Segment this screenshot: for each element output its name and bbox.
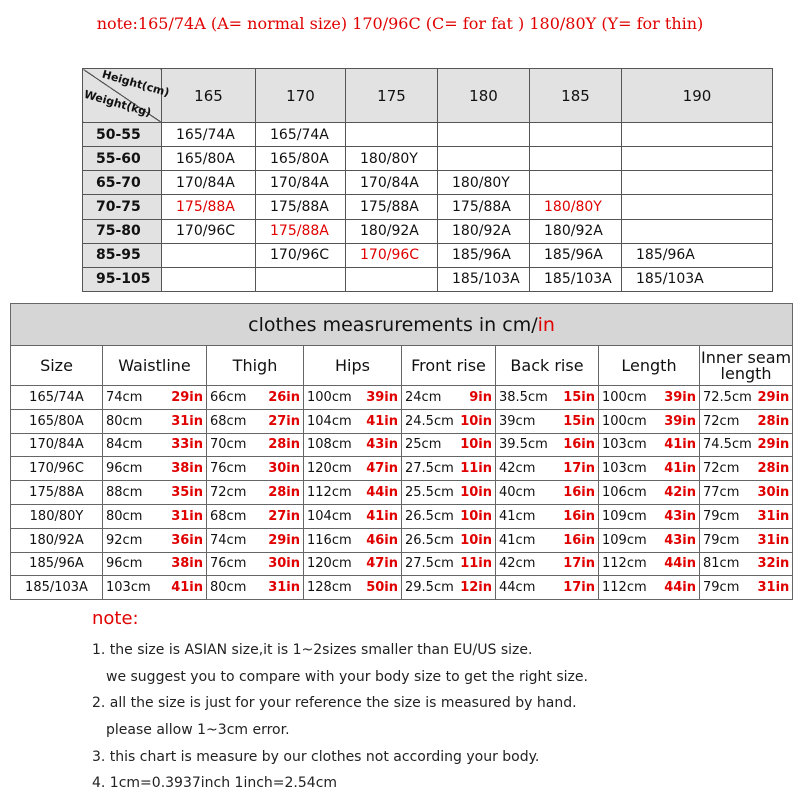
size-cell: 170/96C [11,457,103,481]
inch-value-cell: 29in [259,528,304,552]
inch-value-cell: 10in [458,433,496,457]
measurements-title-text: clothes measrurements in cm/ [248,313,538,336]
inch-value-cell: 28in [259,433,304,457]
cm-value-cell: 41cm [496,528,558,552]
measurement-row [11,576,793,600]
inch-value-cell: 41in [656,457,700,481]
inch-value-cell: 42in [656,481,700,505]
size-code-cell: 170/96C [346,243,438,267]
cm-value-cell: 42cm [496,552,558,576]
inch-value-cell: 39in [356,386,402,410]
size-code-cell: 170/96C [256,243,346,267]
measurements-header-row [11,346,793,386]
size-code-cell [622,171,773,195]
measurements-table [10,303,793,600]
inch-value-cell: 33in [163,433,207,457]
column-header-size: Size [11,346,103,386]
cm-value-cell: 39cm [496,409,558,433]
cm-value-cell: 81cm [700,552,758,576]
column-header-hips: Hips [304,346,402,386]
size-cell: 175/88A [11,481,103,505]
size-code-cell: 180/80Y [530,195,622,219]
size-table-row [83,171,773,195]
weight-range-cell: 95-105 [83,267,162,291]
cm-value-cell: 25.5cm [402,481,458,505]
cm-value-cell: 128cm [304,576,356,600]
inch-value-cell: 31in [758,504,793,528]
size-code-cell [622,147,773,171]
measurements-title [11,304,793,346]
cm-value-cell: 80cm [207,576,259,600]
cm-value-cell: 25cm [402,433,458,457]
cm-value-cell: 24.5cm [402,409,458,433]
note-line: 4. 1cm=0.3937inch 1inch=2.54cm [92,775,338,792]
column-header-inner-seam-length: Inner seam length [700,346,793,386]
size-table-row [83,219,773,243]
weight-range-cell: 85-95 [83,243,162,267]
cm-value-cell: 41cm [496,504,558,528]
size-code-cell: 180/80Y [438,171,530,195]
cm-value-cell: 116cm [304,528,356,552]
size-code-cell: 170/84A [256,171,346,195]
measurement-row [11,386,793,410]
cm-value-cell: 68cm [207,504,259,528]
size-code-cell: 185/96A [530,243,622,267]
inch-value-cell: 27in [259,409,304,433]
inch-value-cell: 16in [558,504,599,528]
cm-value-cell: 100cm [599,409,656,433]
inch-value-cell: 30in [259,552,304,576]
weight-range-cell: 65-70 [83,171,162,195]
weight-range-cell: 55-60 [83,147,162,171]
note-line: 2. all the size is just for your reference the size is measured by hand. [92,695,577,712]
cm-value-cell: 112cm [599,552,656,576]
inch-value-cell: 15in [558,409,599,433]
inch-value-cell: 9in [458,386,496,410]
size-code-cell [346,267,438,291]
cm-value-cell: 100cm [599,386,656,410]
inch-value-cell: 11in [458,552,496,576]
inch-value-cell: 44in [656,552,700,576]
inch-value-cell: 31in [259,576,304,600]
size-cell: 170/84A [11,433,103,457]
cm-value-cell: 27.5cm [402,457,458,481]
measurement-row [11,409,793,433]
size-cell: 165/80A [11,409,103,433]
size-cell: 180/80Y [11,504,103,528]
cm-value-cell: 79cm [700,528,758,552]
weight-range-cell: 70-75 [83,195,162,219]
inch-value-cell: 28in [758,457,793,481]
size-table-header-row [83,69,773,123]
note-line: we suggest you to compare with your body size to get the right size. [106,668,588,685]
size-code-cell [256,267,346,291]
size-code-cell: 185/103A [622,267,773,291]
cm-value-cell: 120cm [304,552,356,576]
cm-value-cell: 92cm [103,528,163,552]
size-code-cell [530,147,622,171]
size-code-cell: 180/80Y [346,147,438,171]
size-code-cell [622,123,773,147]
size-code-cell: 165/80A [256,147,346,171]
inch-value-cell: 16in [558,433,599,457]
cm-value-cell: 112cm [599,576,656,600]
size-code-cell: 165/80A [162,147,256,171]
cm-value-cell: 80cm [103,409,163,433]
inch-value-cell: 10in [458,481,496,505]
cm-value-cell: 106cm [599,481,656,505]
inch-value-cell: 17in [558,552,599,576]
size-code-cell: 185/103A [530,267,622,291]
size-table-row [83,123,773,147]
cm-value-cell: 104cm [304,504,356,528]
cm-value-cell: 77cm [700,481,758,505]
inch-value-cell: 31in [758,576,793,600]
size-table-row [83,267,773,291]
height-header: 175 [346,69,438,123]
cm-value-cell: 24cm [402,386,458,410]
size-code-cell [530,123,622,147]
inch-value-cell: 38in [163,457,207,481]
inch-value-cell: 10in [458,528,496,552]
cm-value-cell: 72cm [700,409,758,433]
cm-value-cell: 72cm [700,457,758,481]
inch-value-cell: 35in [163,481,207,505]
cm-value-cell: 80cm [103,504,163,528]
inch-value-cell: 47in [356,457,402,481]
size-cell: 185/96A [11,552,103,576]
size-cell: 180/92A [11,528,103,552]
cm-value-cell: 74cm [103,386,163,410]
cm-value-cell: 27.5cm [402,552,458,576]
cm-value-cell: 109cm [599,504,656,528]
cm-value-cell: 66cm [207,386,259,410]
size-cell: 165/74A [11,386,103,410]
inch-value-cell: 41in [356,504,402,528]
cm-value-cell: 72.5cm [700,386,758,410]
cm-value-cell: 88cm [103,481,163,505]
cm-value-cell: 109cm [599,528,656,552]
size-cell: 185/103A [11,576,103,600]
cm-value-cell: 100cm [304,386,356,410]
height-header: 180 [438,69,530,123]
size-code-cell [346,123,438,147]
size-code-cell: 185/96A [438,243,530,267]
height-header: 165 [162,69,256,123]
inch-value-cell: 30in [259,457,304,481]
note-line: please allow 1~3cm error. [106,722,290,739]
cm-value-cell: 79cm [700,576,758,600]
measurement-row [11,504,793,528]
size-code-cell: 170/84A [162,171,256,195]
measurement-row [11,528,793,552]
cm-value-cell: 40cm [496,481,558,505]
size-code-cell: 180/92A [530,219,622,243]
cm-value-cell: 103cm [103,576,163,600]
inch-value-cell: 17in [558,576,599,600]
cm-value-cell: 108cm [304,433,356,457]
size-code-cell [438,147,530,171]
weight-range-cell: 50-55 [83,123,162,147]
column-header-back-rise: Back rise [496,346,599,386]
cm-value-cell: 26.5cm [402,528,458,552]
measurement-row [11,433,793,457]
inch-value-cell: 43in [356,433,402,457]
inch-value-cell: 32in [758,552,793,576]
notes-section [92,608,588,797]
note-line: 1. the size is ASIAN size,it is 1~2sizes smaller than EU/US size. [92,642,533,658]
inch-value-cell: 44in [356,481,402,505]
inch-value-cell: 12in [458,576,496,600]
inch-value-cell: 38in [163,552,207,576]
inch-value-cell: 29in [163,386,207,410]
cm-value-cell: 29.5cm [402,576,458,600]
size-code-cell: 165/74A [256,123,346,147]
inch-value-cell: 46in [356,528,402,552]
inch-value-cell: 41in [163,576,207,600]
cm-value-cell: 39.5cm [496,433,558,457]
inch-value-cell: 39in [656,409,700,433]
note-line: 3. this chart is measure by our clothes not according your body. [92,748,540,765]
size-code-cell: 165/74A [162,123,256,147]
cm-value-cell: 96cm [103,552,163,576]
measurement-row [11,552,793,576]
inch-value-cell: 31in [163,504,207,528]
inch-value-cell: 10in [458,409,496,433]
size-table-corner-cell [82,67,171,123]
notes-heading: note: [92,608,139,629]
column-header-front-rise: Front rise [402,346,496,386]
weight-axis-label: Weight(kg) [82,87,153,120]
cm-value-cell: 112cm [304,481,356,505]
inch-value-cell: 30in [758,481,793,505]
weight-range-cell: 75-80 [83,219,162,243]
measurement-row [11,481,793,505]
size-code-cell: 185/103A [438,267,530,291]
cm-value-cell: 74cm [207,528,259,552]
height-header: 170 [256,69,346,123]
size-code-cell: 175/88A [438,195,530,219]
size-table-row [83,243,773,267]
inch-value-cell: 39in [656,386,700,410]
cm-value-cell: 42cm [496,457,558,481]
inch-value-cell: 16in [558,528,599,552]
inch-value-cell: 28in [758,409,793,433]
cm-value-cell: 84cm [103,433,163,457]
inch-value-cell: 15in [558,386,599,410]
column-header-waistline: Waistline [103,346,207,386]
inch-value-cell: 11in [458,457,496,481]
measurements-title-row [11,304,793,346]
inch-value-cell: 36in [163,528,207,552]
inch-value-cell: 31in [163,409,207,433]
cm-value-cell: 104cm [304,409,356,433]
size-code-cell [438,123,530,147]
size-table-row [83,147,773,171]
cm-value-cell: 72cm [207,481,259,505]
inch-value-cell: 29in [758,433,793,457]
size-code-cell: 175/88A [162,195,256,219]
size-code-cell [162,243,256,267]
size-code-cell: 170/84A [346,171,438,195]
inch-value-cell: 16in [558,481,599,505]
inch-value-cell: 28in [259,481,304,505]
cm-value-cell: 103cm [599,457,656,481]
inch-value-cell: 41in [356,409,402,433]
size-code-cell [622,219,773,243]
size-code-cell: 180/92A [438,219,530,243]
cm-value-cell: 38.5cm [496,386,558,410]
inch-value-cell: 10in [458,504,496,528]
size-code-cell [530,171,622,195]
inch-value-cell: 41in [656,433,700,457]
inch-value-cell: 47in [356,552,402,576]
cm-value-cell: 120cm [304,457,356,481]
height-header: 185 [530,69,622,123]
inch-value-cell: 43in [656,504,700,528]
size-code-note: note:165/74A (A= normal size) 170/96C (C= for fat ) 180/80Y (Y= for thin) [96,14,704,33]
measurement-row [11,457,793,481]
cm-value-cell: 79cm [700,504,758,528]
size-code-cell: 180/92A [346,219,438,243]
cm-value-cell: 76cm [207,552,259,576]
inch-value-cell: 17in [558,457,599,481]
size-code-cell: 170/96C [162,219,256,243]
cm-value-cell: 103cm [599,433,656,457]
cm-value-cell: 26.5cm [402,504,458,528]
cm-value-cell: 68cm [207,409,259,433]
size-code-cell: 185/96A [622,243,773,267]
cm-value-cell: 96cm [103,457,163,481]
measurements-title-unit: in [537,313,555,336]
inch-value-cell: 43in [656,528,700,552]
column-header-length: Length [599,346,700,386]
size-table-row [83,195,773,219]
size-code-cell: 175/88A [256,195,346,219]
height-weight-size-table [82,68,773,292]
size-code-cell [162,267,256,291]
column-header-thigh: Thigh [207,346,304,386]
cm-value-cell: 74.5cm [700,433,758,457]
size-code-cell: 175/88A [346,195,438,219]
inch-value-cell: 50in [356,576,402,600]
cm-value-cell: 70cm [207,433,259,457]
cm-value-cell: 76cm [207,457,259,481]
height-header: 190 [622,69,773,123]
inch-value-cell: 29in [758,386,793,410]
inch-value-cell: 27in [259,504,304,528]
cm-value-cell: 44cm [496,576,558,600]
inch-value-cell: 44in [656,576,700,600]
inch-value-cell: 26in [259,386,304,410]
inch-value-cell: 31in [758,528,793,552]
height-axis-label: Height(cm) [100,67,171,100]
size-code-cell: 175/88A [256,219,346,243]
size-code-cell [622,195,773,219]
